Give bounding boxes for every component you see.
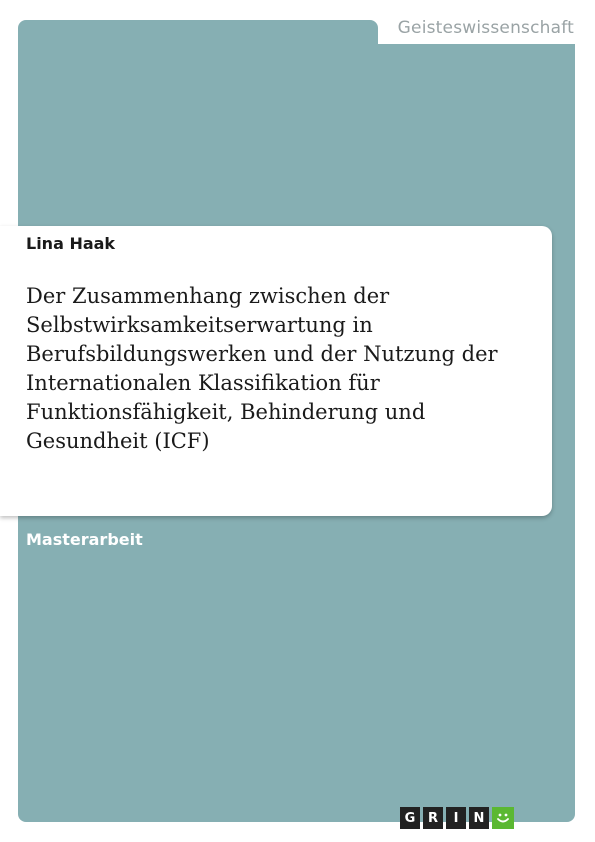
title-card [0, 226, 552, 516]
logo-letter-i: I [446, 807, 466, 829]
smile-icon [492, 807, 514, 829]
author-name: Lina Haak [26, 234, 116, 253]
logo-letter-g: G [400, 807, 420, 829]
grin-logo [400, 807, 514, 829]
logo-letter-n: N [469, 807, 489, 829]
document-title: Der Zusammenhang zwischen der Selbstwirksamkeitserwartung in Berufsbildungswerken und der Nutzung der Internationalen Klassifikation für Funktionsfähigkeit, Behinderung und Gesundheit (ICF) [26, 284, 498, 453]
category-label: Geisteswissenschaft [397, 18, 574, 38]
document-type: Masterarbeit [26, 530, 143, 549]
logo-letter-r: R [423, 807, 443, 829]
